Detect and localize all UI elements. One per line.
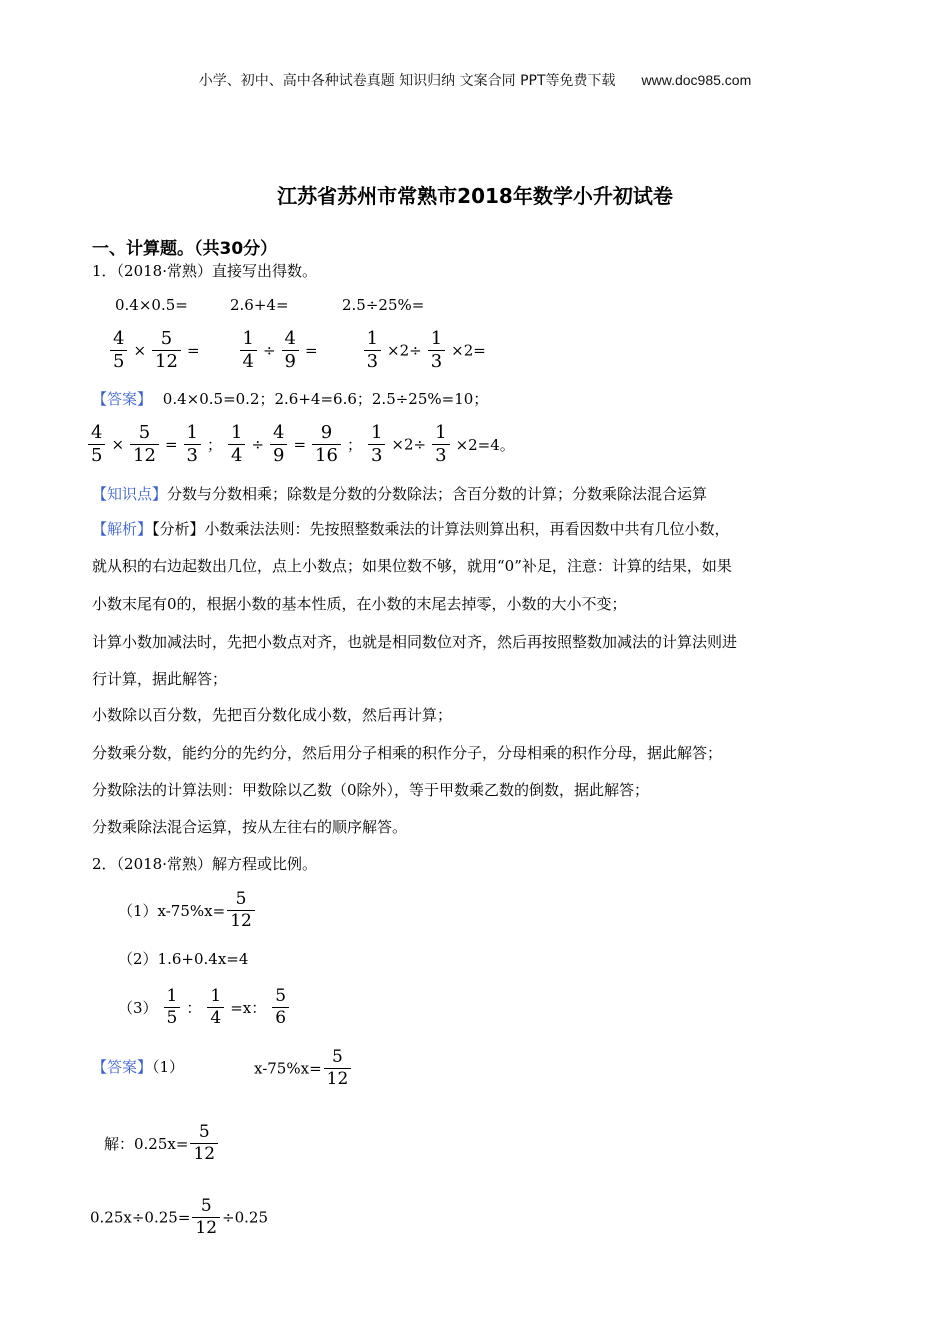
q1-fraction-row: $\frac{4}{5}$ × $\frac{5}{12}$ = $\frac{1}{4}$ ÷ $\frac{4}{9}$ = $\frac{1}{3}$ ×2÷ $\frac{1}{3}$ ×2=	[108, 328, 486, 373]
page-header	[0, 70, 950, 90]
fraction: $\frac{1}{4}$	[228, 422, 245, 467]
q1-analysis-line-9: 分数乘除法混合运算，按从左往右的顺序解答。	[92, 818, 408, 836]
fraction: $\frac{4}{9}$	[270, 422, 287, 467]
answer-line-1: 0.4×0.5=0.2；2.6+4=6.6；2.5÷25%=10；	[162, 390, 489, 408]
q1-stem: 1．（2018·常熟）直接写出得数。	[92, 262, 317, 280]
q1-item-3: 2.5÷25%=	[342, 296, 425, 314]
fraction: $\frac{5}{12}$	[192, 1196, 220, 1239]
fraction: $\frac{5}{12}$	[130, 422, 159, 467]
q1-answer	[92, 392, 488, 407]
section-heading-1: 一、计算题。（共30分）	[92, 239, 278, 259]
q2-part-3: （3） $\frac{1}{5}$ ： $\frac{1}{4}$ =x： $\frac{5}{6}$	[118, 986, 291, 1029]
fraction: $\frac{1}{3}$	[428, 328, 445, 373]
q2-solution-step-1: 解：0.25x= $\frac{5}{12}$	[104, 1122, 220, 1165]
fraction: $\frac{1}{5}$	[164, 986, 181, 1029]
q1-knowledge-point	[92, 487, 707, 502]
knowledge-text: 分数与分数相乘；除数是分数的分数除法；含百分数的计算；分数乘除法混合运算	[167, 485, 708, 503]
fraction: $\frac{4}{9}$	[282, 328, 299, 373]
knowledge-tag: 【知识点】	[92, 485, 168, 503]
q1-analysis-line-6: 小数除以百分数，先把百分数化成小数，然后再计算；	[92, 706, 453, 724]
answer-tag: 【答案】	[92, 1058, 153, 1076]
q2-part-2: （2）1.6+0.4x=4	[118, 950, 249, 968]
fraction: $\frac{5}{12}$	[324, 1047, 352, 1090]
answer-tag: 【答案】	[92, 390, 153, 408]
fraction: $\frac{9}{16}$	[312, 422, 341, 467]
q1-analysis-line-2: 就从积的右边起数出几位，点上小数点；如果位数不够，就用“0”补足，注意：计算的结果，如果	[92, 557, 732, 575]
fraction: $\frac{1}{4}$	[207, 986, 224, 1029]
fraction: $\frac{5}{12}$	[190, 1122, 218, 1165]
fraction: $\frac{5}{6}$	[272, 986, 289, 1029]
q2-solution-step-2: 0.25x÷0.25= $\frac{5}{12}$ ÷0.25	[90, 1196, 269, 1238]
q1-item-2: 2.6+4=	[230, 296, 289, 314]
fraction: $\frac{5}{12}$	[227, 889, 255, 932]
fraction: $\frac{4}{5}$	[110, 328, 127, 373]
q2-answer-equation: x-75%x= $\frac{5}{12}$	[254, 1047, 353, 1090]
q1-analysis-line-5: 行计算，据此解答；	[92, 670, 228, 688]
q1-analysis-line-8: 分数除法的计算法则：甲数除以乙数（0除外），等于甲数乘乙数的倒数，据此解答；	[92, 781, 650, 799]
q1-analysis-line-4: 计算小数加减法时，先把小数点对齐，也就是相同数位对齐，然后再按照整数加减法的计算法则进	[92, 633, 738, 651]
fraction: $\frac{1}{3}$	[432, 422, 449, 467]
q2-answer-head: 【答案】（1）	[92, 1058, 185, 1076]
header-text: 小学、初中、高中各种试卷真题 知识归纳 文案合同 PPT等免费下载	[198, 73, 616, 89]
analysis-tag: 【解析】	[92, 520, 153, 538]
q2-stem: 2．（2018·常熟）解方程或比例。	[92, 855, 317, 873]
q1-analysis-line-7: 分数乘分数，能约分的先约分，然后用分子相乘的积作分子，分母相乘的积作分母，据此解答；	[92, 744, 723, 762]
header-site-link[interactable]: www.doc985.com	[641, 72, 752, 88]
q1-answer-fractions: $\frac{4}{5}$ × $\frac{5}{12}$ = $\frac{1}{3}$ ； $\frac{1}{4}$ ÷ $\frac{4}{9}$ = $\frac{9}{16}$ ； $\frac{1}{3}$ ×2÷ $\frac{1}{3}$ ×2=4。	[86, 422, 515, 467]
q1-item-1: 0.4×0.5=	[115, 296, 188, 314]
fraction: $\frac{5}{12}$	[152, 328, 181, 373]
fraction: $\frac{1}{3}$	[368, 422, 385, 467]
fraction: $\frac{1}{4}$	[240, 328, 257, 373]
page-title: 江苏省苏州市常熟市2018年数学小升初试卷	[277, 184, 673, 208]
q1-analysis-line-1: 【解析】【分析】小数乘法法则：先按照整数乘法的计算法则算出积，再看因数中共有几位小数，	[92, 520, 730, 538]
fraction: $\frac{1}{3}$	[184, 422, 201, 467]
fraction: $\frac{4}{5}$	[88, 422, 105, 467]
q2-part-1: （1）x-75%x= $\frac{5}{12}$	[118, 889, 257, 932]
q1-analysis-line-3: 小数末尾有0的，根据小数的基本性质，在小数的末尾去掉零，小数的大小不变；	[92, 595, 627, 613]
fraction: $\frac{1}{3}$	[364, 328, 381, 373]
